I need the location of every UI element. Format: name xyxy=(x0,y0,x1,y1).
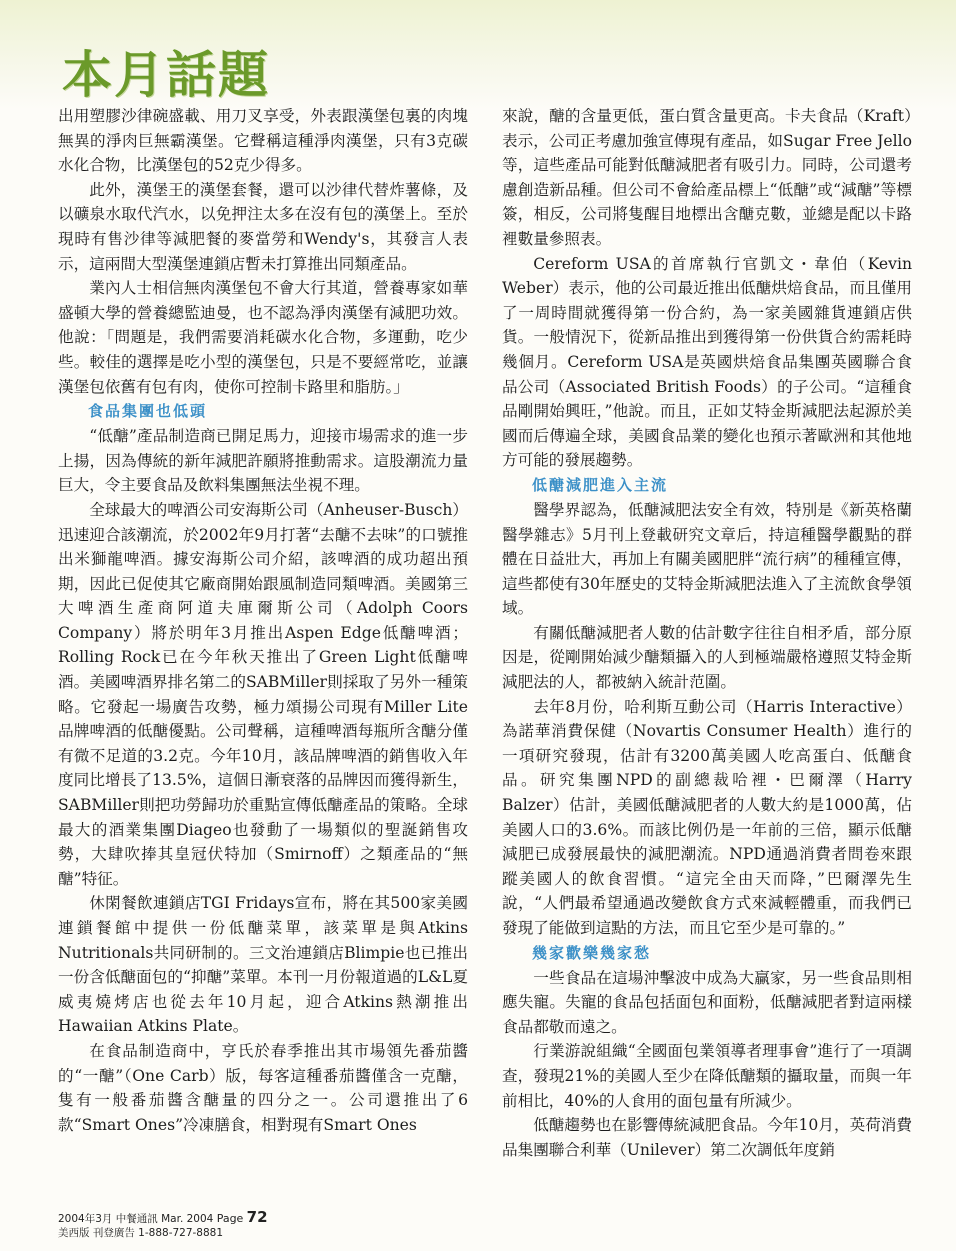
article-paragraph: Cereform USA的首席執行官凱文・韋伯（Kevin Weber）表示，他的公司最近推出低醣烘焙食品，而且僅用了一周時間就獲得第一份合約，為一家美國雜貨連鎖店供貨。一般情況下，從新品推出到獲得第一份供貨合約需耗時幾個月。Cereform USA是英國烘焙食品集團英國聯合食品公司（Associated British Foods）的子公司。“這種食品剛開始興旺，”他說。而且，正如艾特金斯減肥法起源於美國而后傳遍全球，美國食品業的變化也預示著歐洲和其他地方可能的發展趨勢。 xyxy=(502,254,912,470)
article-paragraph: 出用塑膠沙律碗盛載、用刀叉享受，外表跟漢堡包裏的肉塊無異的淨肉巨無霸漢堡。它聲稱這種淨肉漢堡，只有3克碳水化合物，比漢堡包的52克少得多。 xyxy=(58,107,468,175)
section-heading: 低醣減肥進入主流 xyxy=(532,475,669,494)
page-footer xyxy=(58,1210,268,1240)
article-paragraph: 此外，漢堡王的漢堡套餐，還可以沙律代替炸薯條，及以礦泉水取代汽水，以免押注太多在沒有包的漢堡上。至於現時有售沙律等減肥餐的麥當勞和Wendy's，其發言人表示，這兩間大型漢堡連鎖店暫未打算推出同類產品。 xyxy=(58,180,468,273)
article-paragraph: 有關低醣減肥者人數的估計數字往往自相矛盾，部分原因是，從剛開始減少醣類攝入的人到極端嚴格遵照艾特金斯減肥法的人，都被納入統計范圍。 xyxy=(502,623,912,692)
article-paragraph: “低醣”產品制造商已開足馬力，迎接市場需求的進一步上揚，因為傳統的新年減肥許願將推動需求。這股潮流力量巨大，令主要食品及飲料集團無法坐視不理。 xyxy=(58,427,468,495)
article-paragraph: 業內人士相信無肉漢堡包不會大行其道，營養專家如華盛頓大學的營養總監迪曼，也不認為淨肉漢堡有減肥功效。他說：「問題是，我們需要消耗碳水化合物，多運動，吃少些。較佳的選擇是吃小型的漢堡包，只是不要經常吃，並讓漢堡包依舊有包有肉，使你可控制卡路里和脂肪。」 xyxy=(58,279,468,396)
article-paragraph: 全球最大的啤酒公司安海斯公司（Anheuser-Busch）迅速迎合該潮流，於2002年9月打著“去醣不去味”的口號推出米獅龍啤酒。據安海斯公司介紹，該啤酒的成功超出預期，因此已促使其它廠商開始跟風制造同類啤酒。美國第三大啤酒生產商阿道夫庫爾斯公司（Adolph Coors Company）將於明年3月推出Aspen Edge低醣啤酒；Rolling Rock已在今年秋天推出了Green Light低醣啤酒。美國啤酒界排名第二的SABMiller則採取了另外一種策略。它發起一場廣告攻勢，極力頌揚公司現有Miller Lite品牌啤酒的低醣優點。公司聲稱，這種啤酒每瓶所含醣分僅有微不足道的3.2克。今年10月，該品牌啤酒的銷售收入年度同比增長了13.5%，這個日漸衰落的品牌因而獲得新生，SABMiller則把功勞歸功於重點宣傳低醣產品的策略。全球最大的酒業集團Diageo也發動了一場類似的聖誕銷售攻勢，大肆吹捧其皇冠伏特加（Smirnoff）之類產品的“無醣”特征。 xyxy=(58,500,469,888)
article-paragraph: 低醣趨勢也在影響傳統減肥食品。今年10月，英荷消費品集團聯合利華（Unilever）第二次調低年度銷 xyxy=(502,1116,912,1159)
article-paragraph: 在食品制造商中，亨氏於春季推出其市場領先番茄醬的“一醣”（One Carb）版，每客這種番茄醬僅含一克醣，隻有一般番茄醬含醣量的四分之一。公司還推出了6款“Smart Ones”冷凍膳食，相對現有Smart Ones xyxy=(58,1041,468,1134)
footer-page-label: Page xyxy=(216,1212,244,1225)
article-column-left xyxy=(58,104,468,1137)
article-paragraph: 去年8月份，哈利斯互動公司（Harris Interactive）為諾華消費保健（Novartis Consumer Health）進行的一項研究發現，估計有3200萬美國人吃高蛋白、低醣食品。研究集團NPD的副總裁哈裡・巴爾澤（Harry Balzer）估計，美國低醣減肥者的人數大約是1000萬，佔美國人口的3.6%。而該比例仍是一年前的三倍，顯示低醣減肥已成發展最快的減肥潮流。NPD通過消費者問卷來跟蹤美國人的飲食習慣。“這完全由天而降，”巴爾澤先生說，“人們最希望通過改變飲食方式來減輕體重，而我們已發現了能做到這點的方法，而且它至少是可靠的。” xyxy=(502,697,912,937)
article-paragraph: 來說，醣的含量更低，蛋白質含量更高。卡夫食品（Kraft）表示，公司正考慮加強宣傳現有產品，如Sugar Free Jello等，這些產品可能對低醣減肥者有吸引力。同時，公司還考慮創造新品種。但公司不會給產品標上“低醣”或“減醣”等標簽，相反，公司將隻醒目地標出含醣克數，並總是配以卡路裡數量參照表。 xyxy=(502,107,912,248)
footer-ad-line: 刊登廣告 1-888-727-8881 xyxy=(92,1227,224,1239)
footer-date-zh: 2004年3月 xyxy=(58,1213,113,1225)
article-paragraph: 一些食品在這場沖擊波中成為大贏家，另一些食品則相應失寵。失寵的食品包括面包和面粉，低醣減肥者對這兩樣食品都敬而遠之。 xyxy=(502,968,912,1036)
footer-publication: 中餐通訊 xyxy=(115,1213,158,1225)
article-column-right xyxy=(502,104,912,1162)
footer-line-1 xyxy=(58,1210,268,1226)
article-paragraph: 行業游說組織“全國面包業領導者理事會”進行了一項調查，發現21%的美國人至少在降低醣類的攝取量，而與一年前相比，40%的人食用的面包量有所減少。 xyxy=(502,1042,912,1110)
section-heading: 幾家歡樂幾家愁 xyxy=(532,943,652,962)
footer-edition: 美西版 xyxy=(58,1227,90,1239)
section-heading: 食品集團也低頭 xyxy=(88,402,208,421)
footer-line-2 xyxy=(58,1226,268,1240)
section-masthead: 本月話題 xyxy=(62,46,270,104)
article-paragraph: 醫學界認為，低醣減肥法安全有效，特別是《新英格蘭醫學雜志》5月刊上登載研究文章后，持這種醫學觀點的群體在日益壯大，再加上有關美國肥胖“流行病”的種種宣傳，這些都使有30年歷史的艾特金斯減肥法進入了主流飲食學領域。 xyxy=(502,500,912,618)
footer-page-number: 72 xyxy=(246,1208,268,1226)
footer-date-en: Mar. 2004 xyxy=(161,1213,214,1225)
article-paragraph: 休閑餐飲連鎖店TGI Fridays宣布，將在其500家美國連鎖餐館中提供一份低醣菜單，該菜單是與Atkins Nutritionals共同研制的。三文治連鎖店Blimpie也已推出一份含低醣面包的“抑醣”菜單。本刊一月份報道過的L&L夏威夷燒烤店也從去年10月起，迎合Atkins熱潮推出Hawaiian Atkins Plate。 xyxy=(58,894,468,1036)
